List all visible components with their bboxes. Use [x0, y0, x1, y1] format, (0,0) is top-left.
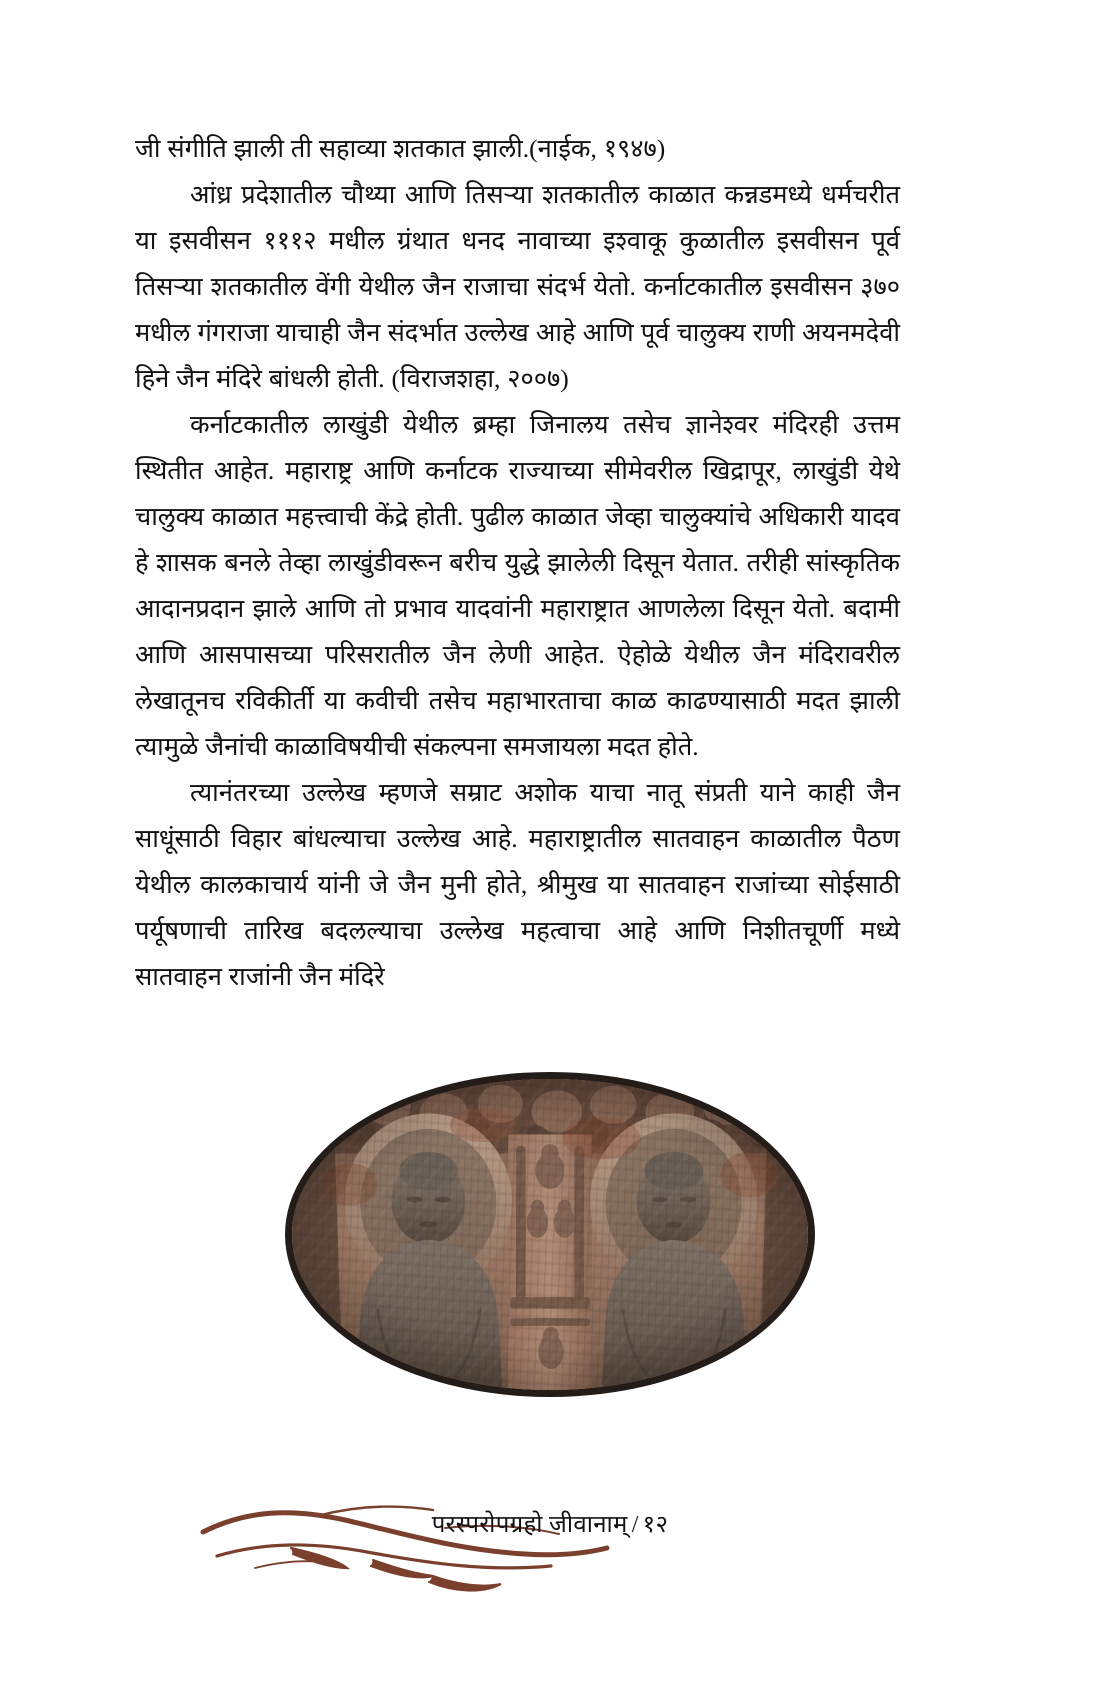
paragraph-1: जी संगीति झाली ती सहाव्या शतकात झाली.(नाईक, १९४७): [135, 134, 666, 163]
footer-motto-line: [0, 1508, 1100, 1542]
paragraph-2: आंध्र प्रदेशातील चौथ्या आणि तिसऱ्या शतकातील काळात कन्नडमध्ये धर्मचरीत या इसवीसन १११२ मधील ग्रंथात धनद नावाच्या इश्वाकू कुळातील इसवीसन पूर्व तिसऱ्या शतकातील वेंगी येथील जैन राजाचा संदर्भ येतो. कर्नाटकातील इसवीसन ३७० मधील गंगराजा याचाही जैन संदर्भात उल्लेख आहे आणि पूर्व चालुक्य राणी अयनमदेवी हिने जैन मंदिरे बांधली होती. (विराजशहा, २००७): [135, 180, 900, 393]
figure-container: [0, 1072, 1100, 1402]
jain-tirthankara-relief-photo: [285, 1072, 815, 1397]
paragraph-4: त्यानंतरच्या उल्लेख म्हणजे सम्राट अशोक याचा नातू संप्रती याने काही जैन साधूंसाठी विहार बांधल्याचा उल्लेख आहे. महाराष्ट्रातील सातवाहन काळातील पैठण येथील कालकाचार्य यांनी जे जैन मुनी होते, श्रीमुख या सातवाहन राजांच्या सोईसाठी पर्यूषणाची तारिख बदलल्याचा उल्लेख महत्वाचा आहे आणि निशीतचूर्णी मध्ये सातवाहन राजांनी जैन मंदिरे: [135, 778, 900, 991]
page-footer: [0, 1490, 1100, 1620]
page-number: १२: [642, 1512, 669, 1538]
footer-motto: परस्परोपग्रहो जीवानाम्: [431, 1512, 628, 1538]
photo-vignette-overlay: [292, 1079, 808, 1390]
footer-separator: /: [631, 1512, 639, 1538]
body-text-block: [135, 126, 900, 1000]
paragraph-3: कर्नाटकातील लाखुंडी येथील ब्रम्हा जिनालय तसेच ज्ञानेश्वर मंदिरही उत्तम स्थितीत आहेत. महाराष्ट्र आणि कर्नाटक राज्याच्या सीमेवरील खिद्रापूर, लाखुंडी येथे चालुक्य काळात महत्त्वाची केंद्रे होती. पुढील काळात जेव्हा चालुक्यांचे अधिकारी यादव हे शासक बनले तेव्हा लाखुंडीवरून बरीच युद्धे झालेली दिसून येतात. तरीही सांस्कृतिक आदानप्रदान झाले आणि तो प्रभाव यादवांनी महाराष्ट्रात आणलेला दिसून येतो. बदामी आणि आसपासच्या परिसरातील जैन लेणी आहेत. ऐहोळे येथील जैन मंदिरावरील लेखातूनच रविकीर्ती या कवीची तसेच महाभारताचा काळ काढण्यासाठी मदत झाली त्यामुळे जैनांची काळाविषयीची संकल्पना समजायला मदत होते.: [135, 410, 900, 761]
